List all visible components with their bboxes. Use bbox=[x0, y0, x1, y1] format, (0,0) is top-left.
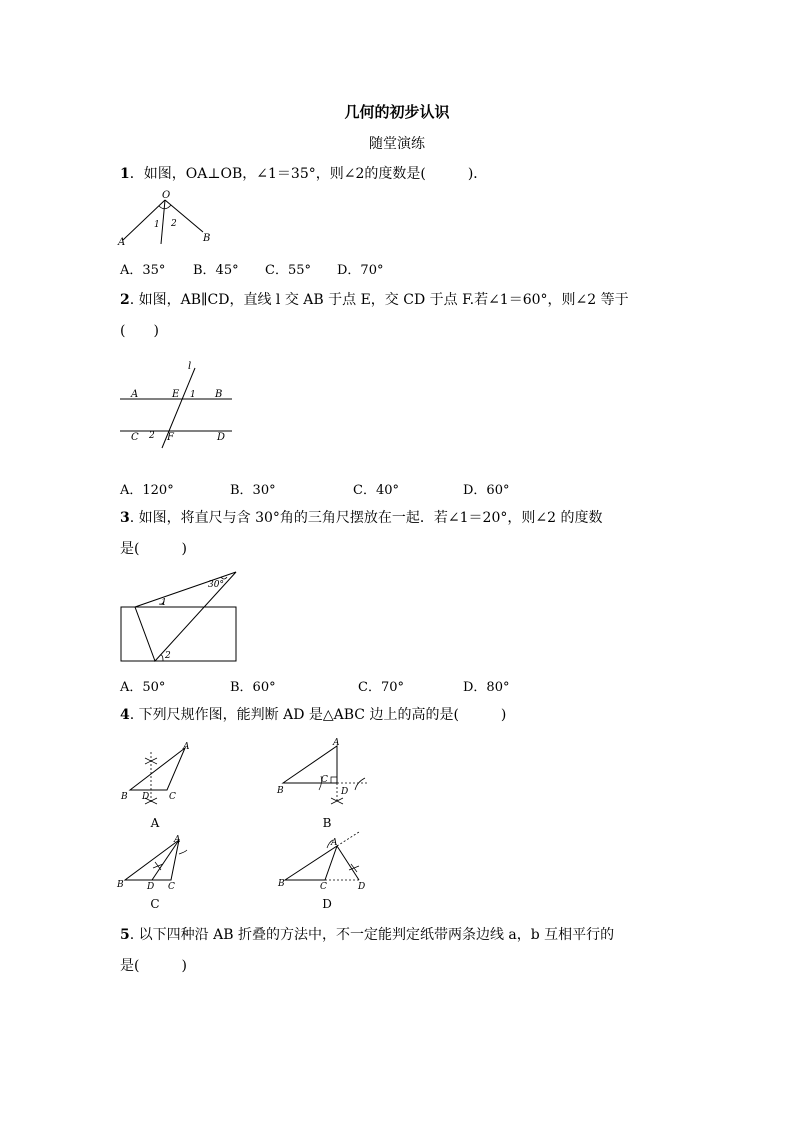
figure-caption-b: B bbox=[322, 816, 332, 830]
figure-q4-a bbox=[115, 738, 195, 810]
option-c: C．70° bbox=[358, 680, 404, 695]
label-d: D bbox=[142, 792, 150, 802]
question-2 bbox=[120, 291, 629, 309]
option-c: C．40° bbox=[353, 483, 399, 498]
question-number: 4 bbox=[120, 707, 130, 723]
option-d: D．60° bbox=[463, 483, 510, 498]
arc-mark-right bbox=[349, 864, 359, 872]
angle-2-arc bbox=[160, 655, 163, 661]
option-d: D．80° bbox=[463, 680, 510, 695]
figure-q4-b bbox=[275, 736, 375, 812]
question-text: ．如图，OA⊥OB，∠1＝35°，则∠2的度数是( )． bbox=[129, 166, 488, 182]
figure-caption-d: D bbox=[322, 897, 332, 911]
label-angle-1: 1 bbox=[154, 220, 160, 230]
label-o: O bbox=[162, 190, 171, 201]
label-c: C bbox=[320, 882, 327, 892]
label-b: B bbox=[215, 389, 223, 400]
figure-q4-c bbox=[115, 830, 195, 892]
label-d: D bbox=[358, 882, 366, 892]
label-c: C bbox=[131, 432, 139, 443]
arc-mark-top bbox=[145, 758, 157, 764]
triangle-abc bbox=[285, 846, 337, 880]
label-b: B bbox=[277, 786, 284, 796]
option-a: A．35° bbox=[120, 263, 166, 278]
ray-middle bbox=[161, 200, 165, 244]
question-3 bbox=[120, 509, 602, 527]
question-5 bbox=[120, 926, 614, 944]
label-a: A bbox=[118, 237, 126, 248]
label-angle-2: 2 bbox=[165, 651, 171, 661]
page-subtitle: 随堂演练 bbox=[369, 136, 425, 152]
label-a: A bbox=[333, 738, 340, 748]
question-number: 3 bbox=[120, 510, 130, 526]
label-b: B bbox=[117, 880, 124, 890]
question-2-line2: ( ) bbox=[120, 323, 159, 339]
label-a: A bbox=[183, 742, 190, 752]
label-angle-1: 1 bbox=[161, 598, 167, 608]
question-number: 1 bbox=[120, 166, 130, 182]
option-a: A．120° bbox=[120, 483, 174, 498]
label-c: C bbox=[321, 775, 328, 785]
figure-caption-a: A bbox=[150, 816, 160, 830]
option-a: A．50° bbox=[120, 680, 166, 695]
question-5-line2: 是( ) bbox=[120, 958, 187, 974]
arc-mark-bottom bbox=[331, 798, 343, 804]
triangle-abc bbox=[125, 840, 179, 880]
question-3-line2: 是( ) bbox=[120, 541, 187, 557]
options-q2 bbox=[120, 479, 540, 497]
option-b: B．60° bbox=[230, 680, 276, 695]
label-b: B bbox=[278, 879, 285, 889]
question-text: . 如图，AB∥CD，直线 l 交 AB 于点 E，交 CD 于点 F.若∠1＝60°，则∠2 等于 bbox=[129, 292, 629, 308]
question-text: . 如图，将直尺与含 30°角的三角尺摆放在一起．若∠1＝20°，则∠2 的度数 bbox=[129, 510, 603, 526]
right-angle-mark bbox=[331, 777, 337, 783]
question-text: . 下列尺规作图，能判断 AD 是△ABC 边上的高的是( ) bbox=[129, 707, 507, 723]
label-angle-2: 2 bbox=[171, 219, 177, 229]
label-a: A bbox=[331, 838, 338, 848]
label-d: D bbox=[217, 432, 226, 443]
option-c: C．55° bbox=[265, 263, 311, 278]
label-30: 30° bbox=[208, 580, 224, 590]
question-number: 5 bbox=[120, 927, 130, 943]
page-title: 几何的初步认识 bbox=[344, 103, 450, 121]
question-text: . 以下四种沿 AB 折叠的方法中，不一定能判定纸带两条边线 a，b 互相平行的 bbox=[129, 927, 615, 943]
question-number: 2 bbox=[120, 292, 130, 308]
label-a: A bbox=[131, 389, 139, 400]
figure-q1 bbox=[115, 188, 215, 250]
label-c: C bbox=[169, 792, 176, 802]
question-1 bbox=[120, 165, 487, 183]
label-e: E bbox=[172, 389, 180, 400]
triangle-abc bbox=[130, 748, 185, 790]
angle-arc bbox=[159, 205, 171, 209]
figure-q4-d bbox=[275, 826, 375, 892]
option-d: D．70° bbox=[337, 263, 384, 278]
options-q1 bbox=[120, 259, 520, 277]
label-angle-2: 2 bbox=[149, 431, 155, 441]
label-f: F bbox=[167, 432, 174, 443]
triangle-abc bbox=[283, 746, 337, 783]
option-b: B．30° bbox=[230, 483, 276, 498]
label-l: l bbox=[188, 361, 192, 372]
label-d: D bbox=[147, 882, 155, 892]
figure-q2 bbox=[115, 358, 240, 453]
question-4 bbox=[120, 706, 506, 724]
label-b: B bbox=[121, 792, 128, 802]
construction-line bbox=[337, 832, 359, 846]
segment-ad bbox=[337, 846, 359, 880]
label-d: D bbox=[341, 787, 349, 797]
label-angle-1: 1 bbox=[190, 390, 196, 400]
options-q3 bbox=[120, 676, 540, 694]
arc-mark-right bbox=[355, 778, 365, 790]
figure-q3 bbox=[115, 567, 245, 667]
option-b: B．45° bbox=[193, 263, 239, 278]
arc-mark-right bbox=[179, 850, 187, 854]
label-b: B bbox=[203, 233, 211, 244]
figure-caption-c: C bbox=[150, 897, 160, 911]
label-c: C bbox=[168, 882, 175, 892]
label-a: A bbox=[174, 835, 181, 845]
